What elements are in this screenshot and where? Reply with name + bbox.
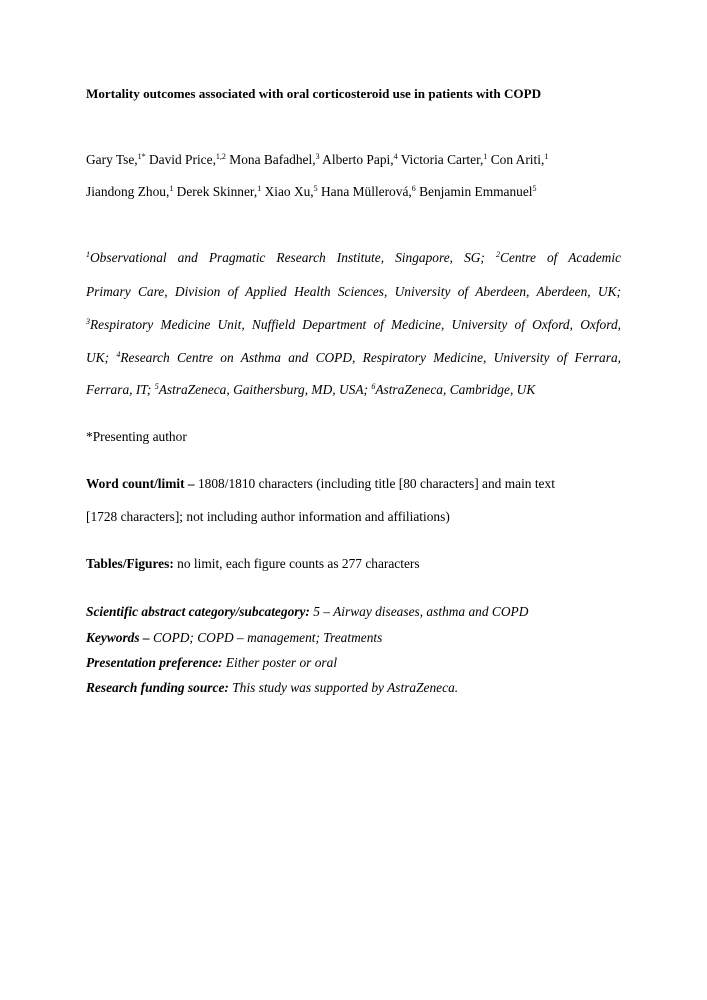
- affil-text: Research Centre on Asthma and COPD, Respiratory Medicine, University of Ferrara,: [120, 350, 621, 365]
- author-affil-sup: 5: [532, 184, 537, 193]
- affil-sup: 1: [86, 250, 90, 259]
- author-affil-sup: 1: [483, 152, 488, 161]
- affil-text: UK;: [86, 350, 117, 365]
- affil-sup: 5: [154, 382, 159, 391]
- author-affil-sup: 5: [313, 184, 318, 193]
- author: Gary Tse,: [86, 152, 138, 167]
- author-affil-sup: 1: [257, 184, 262, 193]
- author: Con Ariti,: [490, 152, 545, 167]
- affil-sup: 2: [495, 250, 500, 259]
- affil-text: AstraZeneca, Cambridge, UK: [375, 382, 536, 397]
- affiliations-line-3: [86, 317, 621, 333]
- authors-line-2: [86, 184, 537, 200]
- presenting-author-note: *Presenting author: [86, 429, 187, 444]
- word-count-line-1: [86, 476, 555, 492]
- affil-text: Ferrara, IT;: [86, 382, 155, 397]
- author: Victoria Carter,: [400, 152, 484, 167]
- affil-text: AstraZeneca, Gaithersburg, MD, USA;: [158, 382, 372, 397]
- word-count-line-2: [1728 characters]; not including author information and affiliations): [86, 509, 450, 524]
- tables-figures: [86, 556, 420, 572]
- affil-text: Respiratory Medicine Unit, Nuffield Department of Medicine, University of Oxford, Oxford,: [90, 317, 621, 332]
- abstract-category: [86, 604, 528, 620]
- affiliations-line-2: [86, 284, 621, 300]
- affil-sup: 3: [86, 317, 90, 326]
- authors-line-1: [86, 152, 548, 168]
- author: Benjamin Emmanuel: [419, 184, 533, 199]
- author-affil-sup: 1*: [137, 152, 146, 161]
- author: Alberto Papi,: [322, 152, 394, 167]
- word-count-label: Word count/limit –: [86, 476, 198, 491]
- presentation-label: Presentation preference:: [86, 655, 223, 670]
- author: Mona Bafadhel,: [229, 152, 316, 167]
- tables-figures-text: no limit, each figure counts as 277 characters: [173, 556, 420, 571]
- author-affil-sup: 1,2: [215, 152, 226, 161]
- tables-figures-label: Tables/Figures:: [86, 556, 174, 571]
- affil-sup: 6: [371, 382, 376, 391]
- paper-title: Mortality outcomes associated with oral corticosteroid use in patients with COPD: [86, 86, 542, 101]
- affil-text: Primary Care, Division of Applied Health Sciences, University of Aberdeen, Aberdeen, UK;: [86, 284, 621, 299]
- affil-sup: 4: [116, 350, 121, 359]
- affiliations-line-4: [86, 350, 621, 366]
- author: Xiao Xu,: [264, 184, 314, 199]
- affil-text: Observational and Pragmatic Research Institute, Singapore, SG;: [90, 250, 496, 265]
- author-affil-sup: 3: [315, 152, 320, 161]
- presentation-text: Either poster or oral: [222, 655, 338, 670]
- author: Hana Müllerová,: [321, 184, 412, 199]
- author: Derek Skinner,: [176, 184, 258, 199]
- author-affil-sup: 1: [169, 184, 174, 193]
- author-affil-sup: 6: [411, 184, 416, 193]
- affiliations-line-1: [86, 250, 621, 266]
- keywords-label: Keywords –: [86, 630, 153, 645]
- keywords-text: COPD; COPD – management; Treatments: [152, 630, 383, 645]
- funding-text: This study was supported by AstraZeneca.: [228, 680, 459, 695]
- presentation-preference: [86, 655, 337, 671]
- affiliations-line-5: [86, 382, 621, 398]
- funding-label: Research funding source:: [86, 680, 229, 695]
- author-affil-sup: 4: [393, 152, 398, 161]
- word-count-text: 1808/1810 characters (including title [80 characters] and main text: [197, 476, 555, 491]
- category-label: Scientific abstract category/subcategory:: [86, 604, 310, 619]
- keywords: [86, 630, 382, 646]
- author-affil-sup: 1: [544, 152, 549, 161]
- author: Jiandong Zhou,: [86, 184, 170, 199]
- affil-text: Centre of Academic: [499, 250, 622, 265]
- funding-source: [86, 680, 458, 696]
- author: David Price,: [148, 152, 216, 167]
- category-text: 5 – Airway diseases, asthma and COPD: [309, 604, 529, 619]
